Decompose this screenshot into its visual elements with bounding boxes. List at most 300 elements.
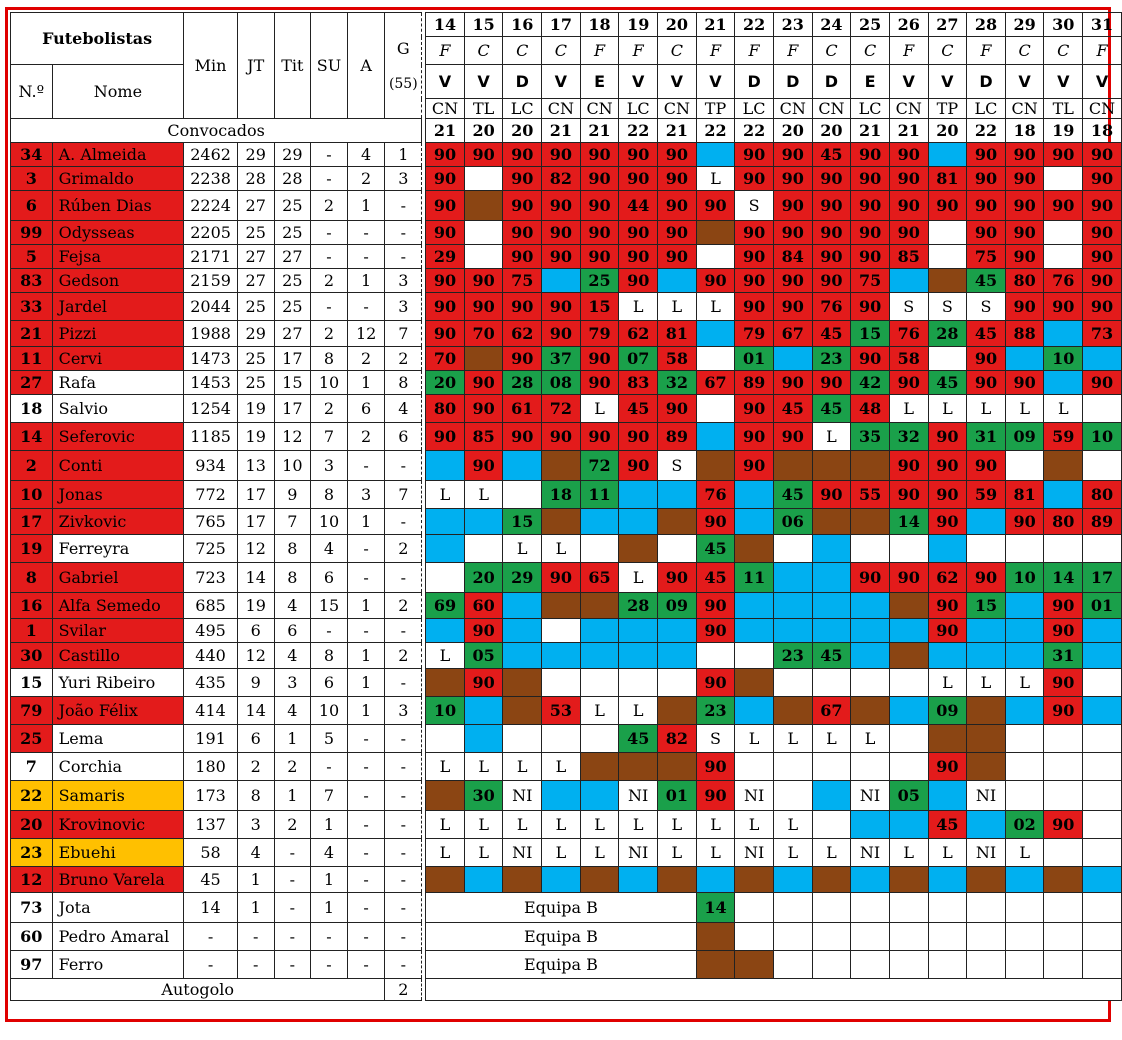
player-subs: 10 xyxy=(311,371,348,395)
match-cell: L xyxy=(928,395,967,423)
player-name: Gedson xyxy=(52,269,184,293)
match-cell xyxy=(889,643,928,669)
match-cell xyxy=(1083,725,1122,753)
match-cell xyxy=(851,619,890,643)
match-number: 19 xyxy=(619,13,658,37)
match-cell xyxy=(967,619,1006,643)
match-cell: 37 xyxy=(542,347,581,371)
match-number: 22 xyxy=(735,13,774,37)
player-subs: 2 xyxy=(311,395,348,423)
match-cell xyxy=(1005,753,1044,781)
player-games: 25 xyxy=(237,347,274,371)
match-cell: 70 xyxy=(426,347,465,371)
match-cell: 90 xyxy=(426,423,465,451)
match-competition: LC xyxy=(735,99,774,119)
match-cell xyxy=(658,619,697,643)
match-cell xyxy=(1044,371,1083,395)
match-cell xyxy=(619,867,658,893)
convocados-count: 21 xyxy=(889,119,928,143)
match-cell xyxy=(1005,451,1044,481)
match-cell: 90 xyxy=(580,371,619,395)
match-cell xyxy=(851,451,890,481)
player-subs: - xyxy=(311,923,348,951)
player-name: Ebuehi xyxy=(52,839,184,867)
player-assists: - xyxy=(347,451,385,481)
table-row xyxy=(11,269,1122,293)
match-cell: 90 xyxy=(658,221,697,245)
match-cell: 89 xyxy=(658,423,697,451)
player-name: Lema xyxy=(52,725,184,753)
match-cell: 90 xyxy=(503,293,542,321)
match-cell: 44 xyxy=(619,191,658,221)
match-cell: 90 xyxy=(967,451,1006,481)
player-name: Conti xyxy=(52,451,184,481)
match-cell xyxy=(658,669,697,697)
match-result: E xyxy=(851,65,890,99)
match-cell xyxy=(580,535,619,563)
match-number: 17 xyxy=(542,13,581,37)
match-number: 24 xyxy=(812,13,851,37)
match-cell xyxy=(426,563,465,593)
player-number: 34 xyxy=(11,143,53,167)
equipa-b-label: Equipa B xyxy=(426,893,697,923)
match-cell xyxy=(1083,811,1122,839)
player-number: 21 xyxy=(11,321,53,347)
match-cell: 90 xyxy=(851,143,890,167)
player-minutes: 440 xyxy=(184,643,238,669)
player-subs: 7 xyxy=(311,423,348,451)
match-cell xyxy=(928,221,967,245)
player-number: 33 xyxy=(11,293,53,321)
match-cell xyxy=(696,451,735,481)
match-cell xyxy=(658,269,697,293)
player-starts: 7 xyxy=(274,509,311,535)
match-cell xyxy=(1044,481,1083,509)
player-subs: - xyxy=(311,753,348,781)
match-cell xyxy=(1044,923,1083,951)
match-cell xyxy=(1083,893,1122,923)
match-cell xyxy=(928,245,967,269)
convocados-count: 18 xyxy=(1083,119,1122,143)
match-cell: 90 xyxy=(542,293,581,321)
match-cell xyxy=(426,619,465,643)
match-cell xyxy=(735,643,774,669)
match-cell xyxy=(1005,619,1044,643)
player-number: 2 xyxy=(11,451,53,481)
match-cell xyxy=(1005,923,1044,951)
match-cell: 90 xyxy=(967,347,1006,371)
match-cell: L xyxy=(773,839,812,867)
match-cell xyxy=(735,697,774,725)
match-cell xyxy=(851,535,890,563)
player-name: Alfa Semedo xyxy=(52,593,184,619)
player-number: 8 xyxy=(11,563,53,593)
player-assists: 1 xyxy=(347,269,385,293)
match-cell xyxy=(658,535,697,563)
player-goals: - xyxy=(385,811,422,839)
convocados-count: 22 xyxy=(967,119,1006,143)
match-cell: 90 xyxy=(928,753,967,781)
player-starts: - xyxy=(274,867,311,893)
player-goals: - xyxy=(385,867,422,893)
match-cell: 80 xyxy=(1044,509,1083,535)
match-result: V xyxy=(619,65,658,99)
match-cell: L xyxy=(889,839,928,867)
match-cell: 45 xyxy=(812,395,851,423)
player-starts: 1 xyxy=(274,781,311,811)
player-subs: 2 xyxy=(311,321,348,347)
player-assists: 1 xyxy=(347,509,385,535)
match-cell xyxy=(773,619,812,643)
player-games: 4 xyxy=(237,839,274,867)
player-subs: 6 xyxy=(311,669,348,697)
match-competition: LC xyxy=(851,99,890,119)
player-minutes: 2462 xyxy=(184,143,238,167)
match-cell xyxy=(812,781,851,811)
match-number: 14 xyxy=(426,13,465,37)
match-cell: 05 xyxy=(889,781,928,811)
match-cell xyxy=(426,535,465,563)
match-cell: L xyxy=(580,811,619,839)
player-assists: - xyxy=(347,867,385,893)
match-cell xyxy=(889,867,928,893)
player-name: Pizzi xyxy=(52,321,184,347)
player-subs: - xyxy=(311,245,348,269)
match-cell xyxy=(773,923,812,951)
match-cell xyxy=(503,451,542,481)
match-cell: 90 xyxy=(464,619,503,643)
match-cell: 90 xyxy=(851,563,890,593)
match-cell: 90 xyxy=(426,321,465,347)
match-cell xyxy=(1083,951,1122,979)
match-cell: 62 xyxy=(503,321,542,347)
table-row xyxy=(11,893,1122,923)
match-cell xyxy=(967,535,1006,563)
match-cell: 80 xyxy=(426,395,465,423)
match-cell xyxy=(619,509,658,535)
convocados-count: 21 xyxy=(580,119,619,143)
match-cell: 90 xyxy=(1044,669,1083,697)
player-goals: - xyxy=(385,221,422,245)
player-minutes: - xyxy=(184,951,238,979)
player-assists: - xyxy=(347,893,385,923)
match-competition: CN xyxy=(889,99,928,119)
match-cell xyxy=(928,923,967,951)
match-cell: 14 xyxy=(696,893,735,923)
match-cell xyxy=(812,509,851,535)
player-games: 29 xyxy=(237,321,274,347)
match-cell: L xyxy=(658,839,697,867)
player-number: 10 xyxy=(11,481,53,509)
match-cell: 90 xyxy=(503,347,542,371)
player-goals: - xyxy=(385,669,422,697)
player-goals: - xyxy=(385,725,422,753)
match-cell: 90 xyxy=(1083,143,1122,167)
player-minutes: 58 xyxy=(184,839,238,867)
match-cell: L xyxy=(967,395,1006,423)
match-cell xyxy=(735,867,774,893)
player-assists: 1 xyxy=(347,643,385,669)
match-cell xyxy=(580,781,619,811)
match-cell: 90 xyxy=(658,167,697,191)
player-goals: 3 xyxy=(385,697,422,725)
match-cell: 90 xyxy=(773,293,812,321)
match-cell: L xyxy=(542,839,581,867)
player-subs: 15 xyxy=(311,593,348,619)
match-cell: 70 xyxy=(464,321,503,347)
match-result: V xyxy=(1005,65,1044,99)
player-subs: - xyxy=(311,619,348,643)
match-cell: 72 xyxy=(580,451,619,481)
match-cell: 45 xyxy=(812,143,851,167)
player-games: - xyxy=(237,951,274,979)
match-cell xyxy=(812,563,851,593)
player-starts: 29 xyxy=(274,143,311,167)
player-games: 17 xyxy=(237,509,274,535)
match-cell: 62 xyxy=(928,563,967,593)
player-games: 3 xyxy=(237,811,274,839)
match-cell xyxy=(1044,839,1083,867)
match-cell: 35 xyxy=(851,423,890,451)
match-cell: 90 xyxy=(1083,371,1122,395)
match-cell: 15 xyxy=(580,293,619,321)
player-name: Jonas xyxy=(52,481,184,509)
match-cell: NI xyxy=(735,839,774,867)
match-cell: L xyxy=(464,839,503,867)
match-cell: NI xyxy=(503,839,542,867)
player-starts: 25 xyxy=(274,293,311,321)
match-cell xyxy=(1044,221,1083,245)
match-cell: 90 xyxy=(735,221,774,245)
match-cell: 45 xyxy=(967,321,1006,347)
match-cell: 90 xyxy=(928,451,967,481)
player-assists: - xyxy=(347,811,385,839)
player-assists: 2 xyxy=(347,423,385,451)
player-subs: 5 xyxy=(311,725,348,753)
match-cell: 90 xyxy=(1005,245,1044,269)
match-cell: 90 xyxy=(696,509,735,535)
match-cell: L xyxy=(619,811,658,839)
match-cell xyxy=(1044,245,1083,269)
player-assists: - xyxy=(347,753,385,781)
player-goals: - xyxy=(385,451,422,481)
player-name: A. Almeida xyxy=(52,143,184,167)
player-goals: - xyxy=(385,923,422,951)
player-assists: 6 xyxy=(347,395,385,423)
player-number: 25 xyxy=(11,725,53,753)
match-cell: 85 xyxy=(889,245,928,269)
player-starts: 10 xyxy=(274,451,311,481)
match-cell: L xyxy=(967,669,1006,697)
table-row xyxy=(11,753,1122,781)
match-cell xyxy=(851,811,890,839)
match-number: 20 xyxy=(658,13,697,37)
match-cell xyxy=(426,725,465,753)
player-name: Rafa xyxy=(52,371,184,395)
match-cell: L xyxy=(696,167,735,191)
player-number: 16 xyxy=(11,593,53,619)
player-minutes: 495 xyxy=(184,619,238,643)
match-venue: F xyxy=(967,37,1006,65)
match-cell: 90 xyxy=(464,395,503,423)
match-cell: 45 xyxy=(619,725,658,753)
match-cell: 53 xyxy=(542,697,581,725)
match-cell xyxy=(464,347,503,371)
match-cell: 90 xyxy=(889,191,928,221)
match-cell: S xyxy=(967,293,1006,321)
table-row xyxy=(11,481,1122,509)
player-subs: 4 xyxy=(311,535,348,563)
match-cell xyxy=(658,481,697,509)
player-games: 25 xyxy=(237,293,274,321)
match-cell: 90 xyxy=(619,167,658,191)
match-result: D xyxy=(503,65,542,99)
match-cell: 82 xyxy=(658,725,697,753)
match-venue: F xyxy=(696,37,735,65)
player-name: Krovinovic xyxy=(52,811,184,839)
match-cell xyxy=(967,509,1006,535)
match-cell xyxy=(967,643,1006,669)
player-starts: - xyxy=(274,951,311,979)
match-cell xyxy=(503,867,542,893)
match-cell: 45 xyxy=(812,321,851,347)
match-cell: L xyxy=(464,753,503,781)
match-cell: 90 xyxy=(1044,143,1083,167)
match-cell xyxy=(1083,619,1122,643)
player-number: 19 xyxy=(11,535,53,563)
player-goals: 1 xyxy=(385,143,422,167)
match-competition: CN xyxy=(542,99,581,119)
match-cell: 90 xyxy=(696,269,735,293)
table-row xyxy=(11,669,1122,697)
match-cell xyxy=(928,143,967,167)
match-result: V xyxy=(658,65,697,99)
equipa-b-label: Equipa B xyxy=(426,923,697,951)
player-name: Gabriel xyxy=(52,563,184,593)
player-minutes: 934 xyxy=(184,451,238,481)
match-cell xyxy=(889,725,928,753)
match-cell xyxy=(542,643,581,669)
match-result: D xyxy=(812,65,851,99)
match-cell xyxy=(967,697,1006,725)
match-cell: 90 xyxy=(696,669,735,697)
match-cell: S xyxy=(658,451,697,481)
autogolo-goals: 2 xyxy=(385,979,422,1001)
match-cell: 90 xyxy=(619,245,658,269)
match-cell: NI xyxy=(503,781,542,811)
match-venue: F xyxy=(773,37,812,65)
player-subs: 10 xyxy=(311,697,348,725)
player-name: Castillo xyxy=(52,643,184,669)
match-cell xyxy=(735,509,774,535)
match-competition: LC xyxy=(619,99,658,119)
player-number: 20 xyxy=(11,811,53,839)
match-cell: 45 xyxy=(928,811,967,839)
player-goals: - xyxy=(385,781,422,811)
player-starts: 25 xyxy=(274,221,311,245)
player-subs: - xyxy=(311,167,348,191)
match-cell: 15 xyxy=(967,593,1006,619)
match-cell: 76 xyxy=(812,293,851,321)
player-number: 5 xyxy=(11,245,53,269)
match-cell xyxy=(619,669,658,697)
match-cell: 90 xyxy=(889,143,928,167)
match-cell: 90 xyxy=(1083,245,1122,269)
match-cell: 67 xyxy=(773,321,812,347)
match-cell xyxy=(1044,725,1083,753)
match-cell: 90 xyxy=(812,371,851,395)
player-number: 7 xyxy=(11,753,53,781)
player-number: 97 xyxy=(11,951,53,979)
player-minutes: 2238 xyxy=(184,167,238,191)
match-cell: 90 xyxy=(928,191,967,221)
match-cell xyxy=(928,269,967,293)
match-competition: TL xyxy=(1044,99,1083,119)
match-result: D xyxy=(967,65,1006,99)
match-cell xyxy=(812,753,851,781)
match-venue: F xyxy=(1083,37,1122,65)
player-starts: - xyxy=(274,839,311,867)
header-jt: JT xyxy=(237,13,274,119)
match-cell: 90 xyxy=(1044,619,1083,643)
match-cell: 90 xyxy=(658,245,697,269)
player-number: 27 xyxy=(11,371,53,395)
player-name: Fejsa xyxy=(52,245,184,269)
match-cell xyxy=(696,245,735,269)
match-cell xyxy=(1044,867,1083,893)
match-cell: 23 xyxy=(773,643,812,669)
match-cell xyxy=(889,593,928,619)
match-cell: 59 xyxy=(967,481,1006,509)
player-starts: 8 xyxy=(274,535,311,563)
player-starts: 1 xyxy=(274,725,311,753)
match-cell xyxy=(1044,167,1083,191)
match-cell: 06 xyxy=(773,509,812,535)
match-cell: 20 xyxy=(464,563,503,593)
match-cell: 81 xyxy=(1005,481,1044,509)
match-cell xyxy=(1044,781,1083,811)
player-goals: 6 xyxy=(385,423,422,451)
match-cell xyxy=(696,321,735,347)
match-cell xyxy=(1083,451,1122,481)
header-assists: A xyxy=(347,13,385,119)
match-cell: 29 xyxy=(426,245,465,269)
match-cell xyxy=(1083,347,1122,371)
match-cell xyxy=(464,167,503,191)
match-cell: 90 xyxy=(426,269,465,293)
match-cell xyxy=(773,781,812,811)
player-minutes: 14 xyxy=(184,893,238,923)
match-cell: 90 xyxy=(889,371,928,395)
player-number: 1 xyxy=(11,619,53,643)
match-cell xyxy=(889,697,928,725)
match-cell xyxy=(773,669,812,697)
match-cell xyxy=(967,753,1006,781)
player-starts: 17 xyxy=(274,395,311,423)
match-cell xyxy=(503,643,542,669)
match-venue: C xyxy=(1044,37,1083,65)
match-cell: 45 xyxy=(619,395,658,423)
match-number: 27 xyxy=(928,13,967,37)
match-cell xyxy=(426,451,465,481)
match-cell xyxy=(1083,867,1122,893)
match-cell xyxy=(928,781,967,811)
match-cell xyxy=(851,923,890,951)
player-minutes: 765 xyxy=(184,509,238,535)
match-cell: 81 xyxy=(658,321,697,347)
match-cell xyxy=(1044,951,1083,979)
match-cell: L xyxy=(1005,395,1044,423)
